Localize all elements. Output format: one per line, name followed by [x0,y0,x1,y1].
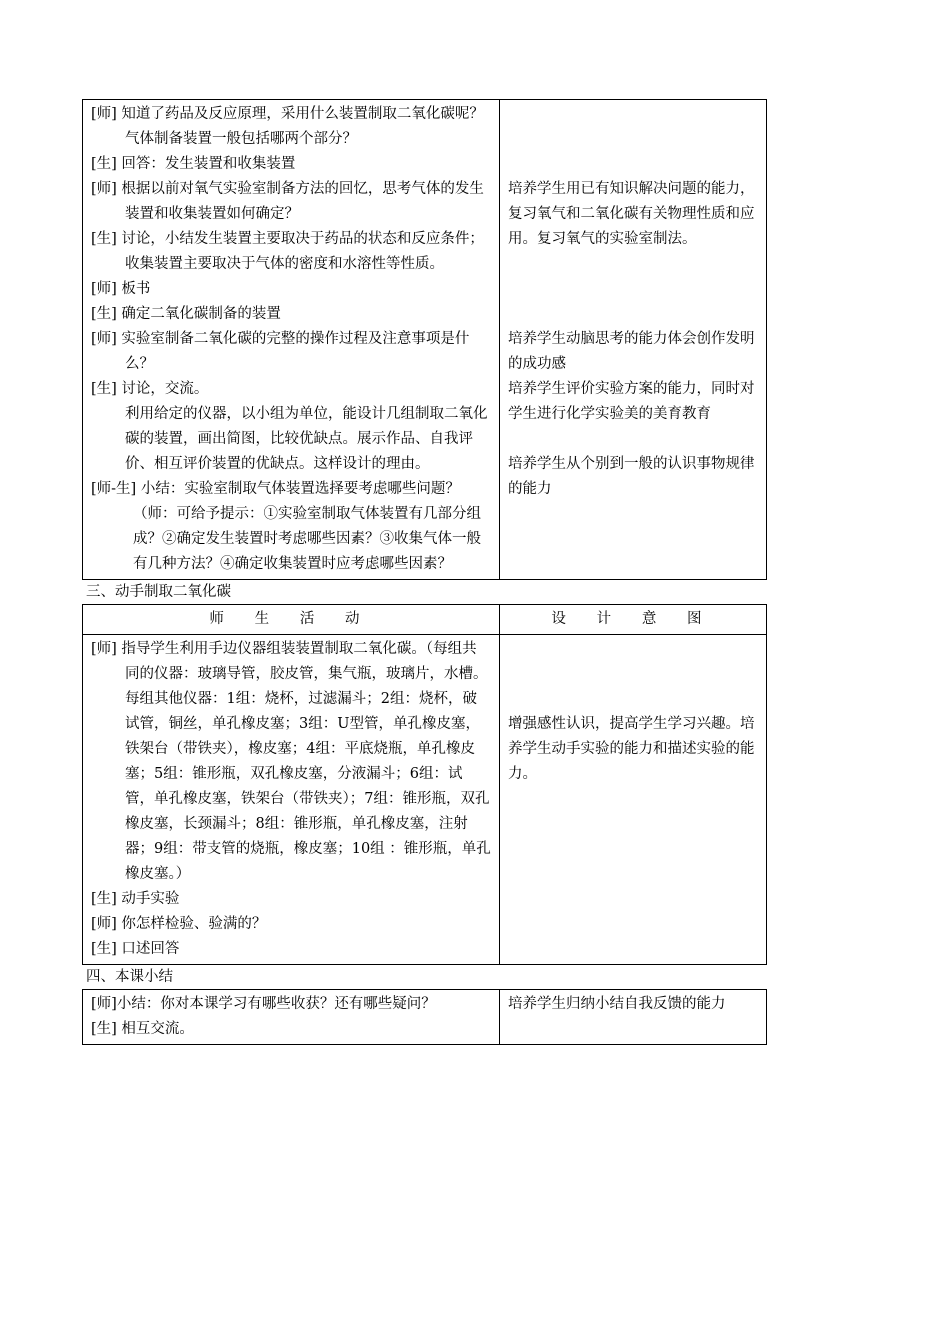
lesson-plan-page [82,99,766,1045]
activity-entry: [生] 确定二氧化碳制备的装置 [91,306,281,322]
intent-text: 培养学生用已有知识解决问题的能力，复习氧气和二氧化碳有关物理性质和应用。复习氧气的实验室制法。 [508,181,755,247]
intent-text: 培养学生动脑思考的能力体会创作发明的成功感 [508,331,755,372]
header-activities: 师 生 活 动 [83,605,500,635]
activity-entry: [师-生] 小结：实验室制取气体装置选择要考虑哪些问题？（师：可给予提示：①实验室制取气体装置有几部分组成？②确定发生装置时考虑哪些因素？③收集气体一般有几种方法？④确定收集装置时应考虑哪些因素？ [91,481,481,572]
teacher-student-activities [83,990,500,1045]
activity-entry: [师] 实验室制备二氧化碳的完整的操作过程及注意事项是什么？ [91,331,470,372]
activity-table-3 [82,989,767,1045]
activity-table-1 [82,99,767,580]
activity-entry: 利用给定的仪器，以小组为单位，能设计几组制取二氧化碳的装置，画出简图，比较优缺点。展示作品、自我评价、相互评价装置的优缺点。这样设计的理由。 [125,406,488,472]
activity-entry: [师] 指导学生利用手边仪器组装装置制取二氧化碳。（每组共同的仪器：玻璃导管，胶皮管，集气瓶，玻璃片，水槽。每组其他仪器：1组：烧杯，过滤漏斗；2组：烧杯，破试管，铜丝，单孔橡皮塞；3组：U型管，单孔橡皮塞，铁架台（带铁夹），橡皮塞；4组：平底烧瓶，单孔橡皮塞；5组：锥形瓶，双孔橡皮塞，分液漏斗；6组：试管，单孔橡皮塞，铁架台（带铁夹）；7组：锥形瓶，双孔橡皮塞，长颈漏斗；8组：锥形瓶，单孔橡皮塞，注射器；9组：带支管的烧瓶，橡皮塞；10组 ：锥形瓶，单孔橡皮塞。） [91,641,491,882]
activity-entry: [师] 根据以前对氧气实验室制备方法的回忆，思考气体的发生装置和收集装置如何确定？ [91,181,484,222]
activity-entry: [生] 回答：发生装置和收集装置 [91,156,296,172]
activity-entry: [师] 你怎样检验、验满的？ [91,916,267,932]
teacher-student-activities [83,635,500,965]
intent-text: 培养学生从个别到一般的认识事物规律的能力 [508,456,755,497]
activity-entry: [生] 口述回答 [91,941,180,957]
teacher-student-activities [83,100,500,580]
intent-text: 培养学生归纳小结自我反馈的能力 [508,996,726,1012]
activity-entry: [生] 讨论，交流。 [91,381,209,397]
section-title-3: 三、动手制取二氧化碳 [86,584,231,600]
header-intent: 设 计 意 图 [500,605,767,635]
design-intent [500,100,767,580]
section-title-4: 四、本课小结 [86,969,173,985]
activity-entry: [师] 知道了药品及反应原理，采用什么装置制取二氧化碳呢？ 气体制备装置一般包括哪两个部分？ [91,106,484,147]
intent-text: 培养学生评价实验方案的能力，同时对学生进行化学实验美的美育教育 [508,381,755,422]
activity-entry: [生] 动手实验 [91,891,180,907]
activity-table-2 [82,604,767,965]
intent-text: 增强感性认识，提高学生学习兴趣。培养学生动手实验的能力和描述实验的能力。 [508,716,755,782]
activity-entry: [师] 板书 [91,281,151,297]
activity-entry: [生] 讨论，小结发生装置主要取决于药品的状态和反应条件；收集装置主要取决于气体的密度和水溶性等性质。 [91,231,484,272]
design-intent [500,990,767,1045]
activity-entry: [师]小结：你对本课学习有哪些收获？还有哪些疑问？ [91,996,436,1012]
activity-entry: [生] 相互交流。 [91,1021,194,1037]
design-intent [500,635,767,965]
